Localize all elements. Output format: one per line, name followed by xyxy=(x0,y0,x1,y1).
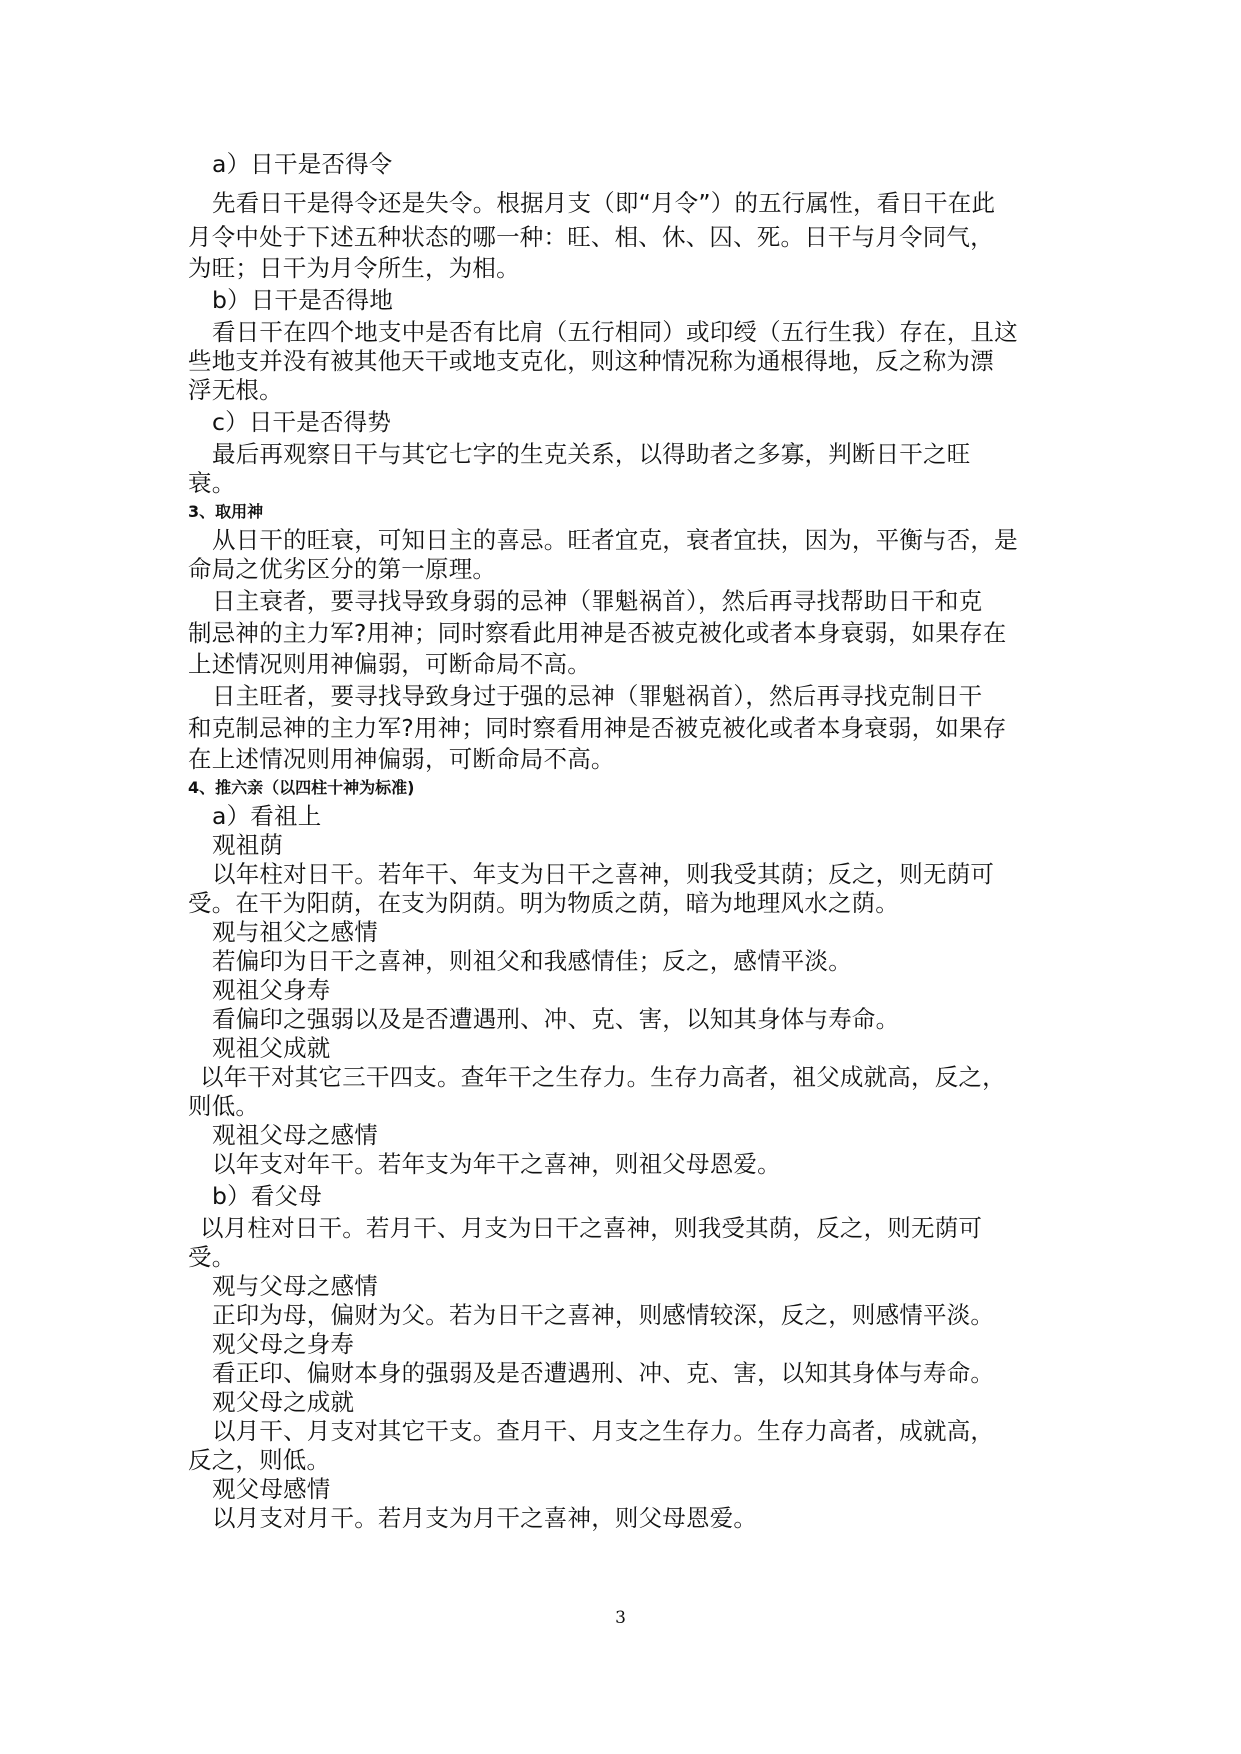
page-number: 3 xyxy=(615,1608,626,1628)
paragraph-line: 月令中处于下述五种状态的哪一种：旺、相、休、囚、死。日干与月令同气， xyxy=(188,223,994,251)
paragraph-line: 衰。 xyxy=(188,469,236,497)
item-title: 观祖父身寿 xyxy=(212,976,331,1004)
subheading-ancestors: a）看祖上 xyxy=(212,802,322,830)
paragraph-line: 反之，则低。 xyxy=(188,1446,331,1474)
item-title: 观父母感情 xyxy=(212,1475,331,1503)
paragraph-line: 以年干对其它三干四支。查年干之生存力。生存力高者，祖父成就高，反之， xyxy=(200,1063,1006,1091)
item-title: 观祖父成就 xyxy=(212,1034,331,1062)
item-title: 观与祖父之感情 xyxy=(212,918,378,946)
paragraph-line: 在上述情况则用神偏弱，可断命局不高。 xyxy=(188,745,615,773)
section-heading-six-relatives: 4、推六亲（以四柱十神为标准) xyxy=(188,778,415,797)
paragraph-line: 以月支对月干。若月支为月干之喜神，则父母恩爱。 xyxy=(212,1504,758,1532)
paragraph-line: 日主衰者，要寻找导致身弱的忌神（罪魁祸首），然后再寻找帮助日干和克 xyxy=(212,587,983,615)
paragraph-line: 以年支对年干。若年支为年干之喜神，则祖父母恩爱。 xyxy=(212,1150,781,1178)
paragraph-line: 最后再观察日干与其它七字的生克关系，以得助者之多寡，判断日干之旺 xyxy=(212,440,971,468)
paragraph-line: 些地支并没有被其他天干或地支克化，则这种情况称为通根得地，反之称为漂 xyxy=(188,347,994,375)
paragraph-line: 先看日干是得令还是失令。根据月支（即“月令”）的五行属性，看日干在此 xyxy=(212,189,996,217)
paragraph-line: 日主旺者，要寻找导致身过于强的忌神（罪魁祸首），然后再寻找克制日干 xyxy=(212,682,983,710)
paragraph-line: 以月柱对日干。若月干、月支为日干之喜神，则我受其荫，反之，则无荫可 xyxy=(200,1214,983,1242)
paragraph-line: 上述情况则用神偏弱，可断命局不高。 xyxy=(188,650,591,678)
paragraph-line: 浮无根。 xyxy=(188,376,283,404)
document-page xyxy=(188,150,1058,1533)
paragraph-line: 正印为母，偏财为父。若为日干之喜神，则感情较深，反之，则感情平淡。 xyxy=(212,1301,995,1329)
paragraph-line: 看正印、偏财本身的强弱及是否遭遇刑、冲、克、害，以知其身体与寿命。 xyxy=(212,1359,995,1387)
paragraph-line: 若偏印为日干之喜神，则祖父和我感情佳；反之，感情平淡。 xyxy=(212,947,852,975)
item-title: 观祖父母之感情 xyxy=(212,1121,378,1149)
subheading-day-stem-season: a）日干是否得令 xyxy=(212,150,393,178)
paragraph-line: 受。 xyxy=(188,1243,236,1271)
subheading-day-stem-momentum: c）日干是否得势 xyxy=(212,408,392,436)
item-title: 观祖荫 xyxy=(212,831,284,859)
paragraph-line: 为旺；日干为月令所生，为相。 xyxy=(188,254,520,282)
paragraph-line: 看偏印之强弱以及是否遭遇刑、冲、克、害，以知其身体与寿命。 xyxy=(212,1005,900,1033)
paragraph-line: 以月干、月支对其它干支。查月干、月支之生存力。生存力高者，成就高， xyxy=(212,1417,995,1445)
paragraph-line: 看日干在四个地支中是否有比肩（五行相同）或印绶（五行生我）存在，且这 xyxy=(212,318,1018,346)
paragraph-line: 受。在干为阳荫，在支为阴荫。明为物质之荫，暗为地理风水之荫。 xyxy=(188,889,899,917)
paragraph-line: 和克制忌神的主力军?用神；同时察看用神是否被克被化或者本身衰弱，如果存 xyxy=(188,714,1007,742)
paragraph-line: 以年柱对日干。若年干、年支为日干之喜神，则我受其荫；反之，则无荫可 xyxy=(212,860,995,888)
item-title: 观父母之成就 xyxy=(212,1388,355,1416)
paragraph-line: 命局之优劣区分的第一原理。 xyxy=(188,555,497,583)
item-title: 观与父母之感情 xyxy=(212,1272,378,1300)
subheading-parents: b）看父母 xyxy=(212,1182,322,1210)
paragraph-line: 制忌神的主力军?用神；同时察看此用神是否被克被化或者本身衰弱，如果存在 xyxy=(188,619,1007,647)
paragraph-line: 则低。 xyxy=(188,1092,260,1120)
item-title: 观父母之身寿 xyxy=(212,1330,355,1358)
section-heading-useful-god: 3、取用神 xyxy=(188,502,264,521)
paragraph-line: 从日干的旺衰，可知日主的喜忌。旺者宜克，衰者宜扶，因为，平衡与否，是 xyxy=(212,526,1018,554)
subheading-day-stem-ground: b）日干是否得地 xyxy=(212,286,394,314)
